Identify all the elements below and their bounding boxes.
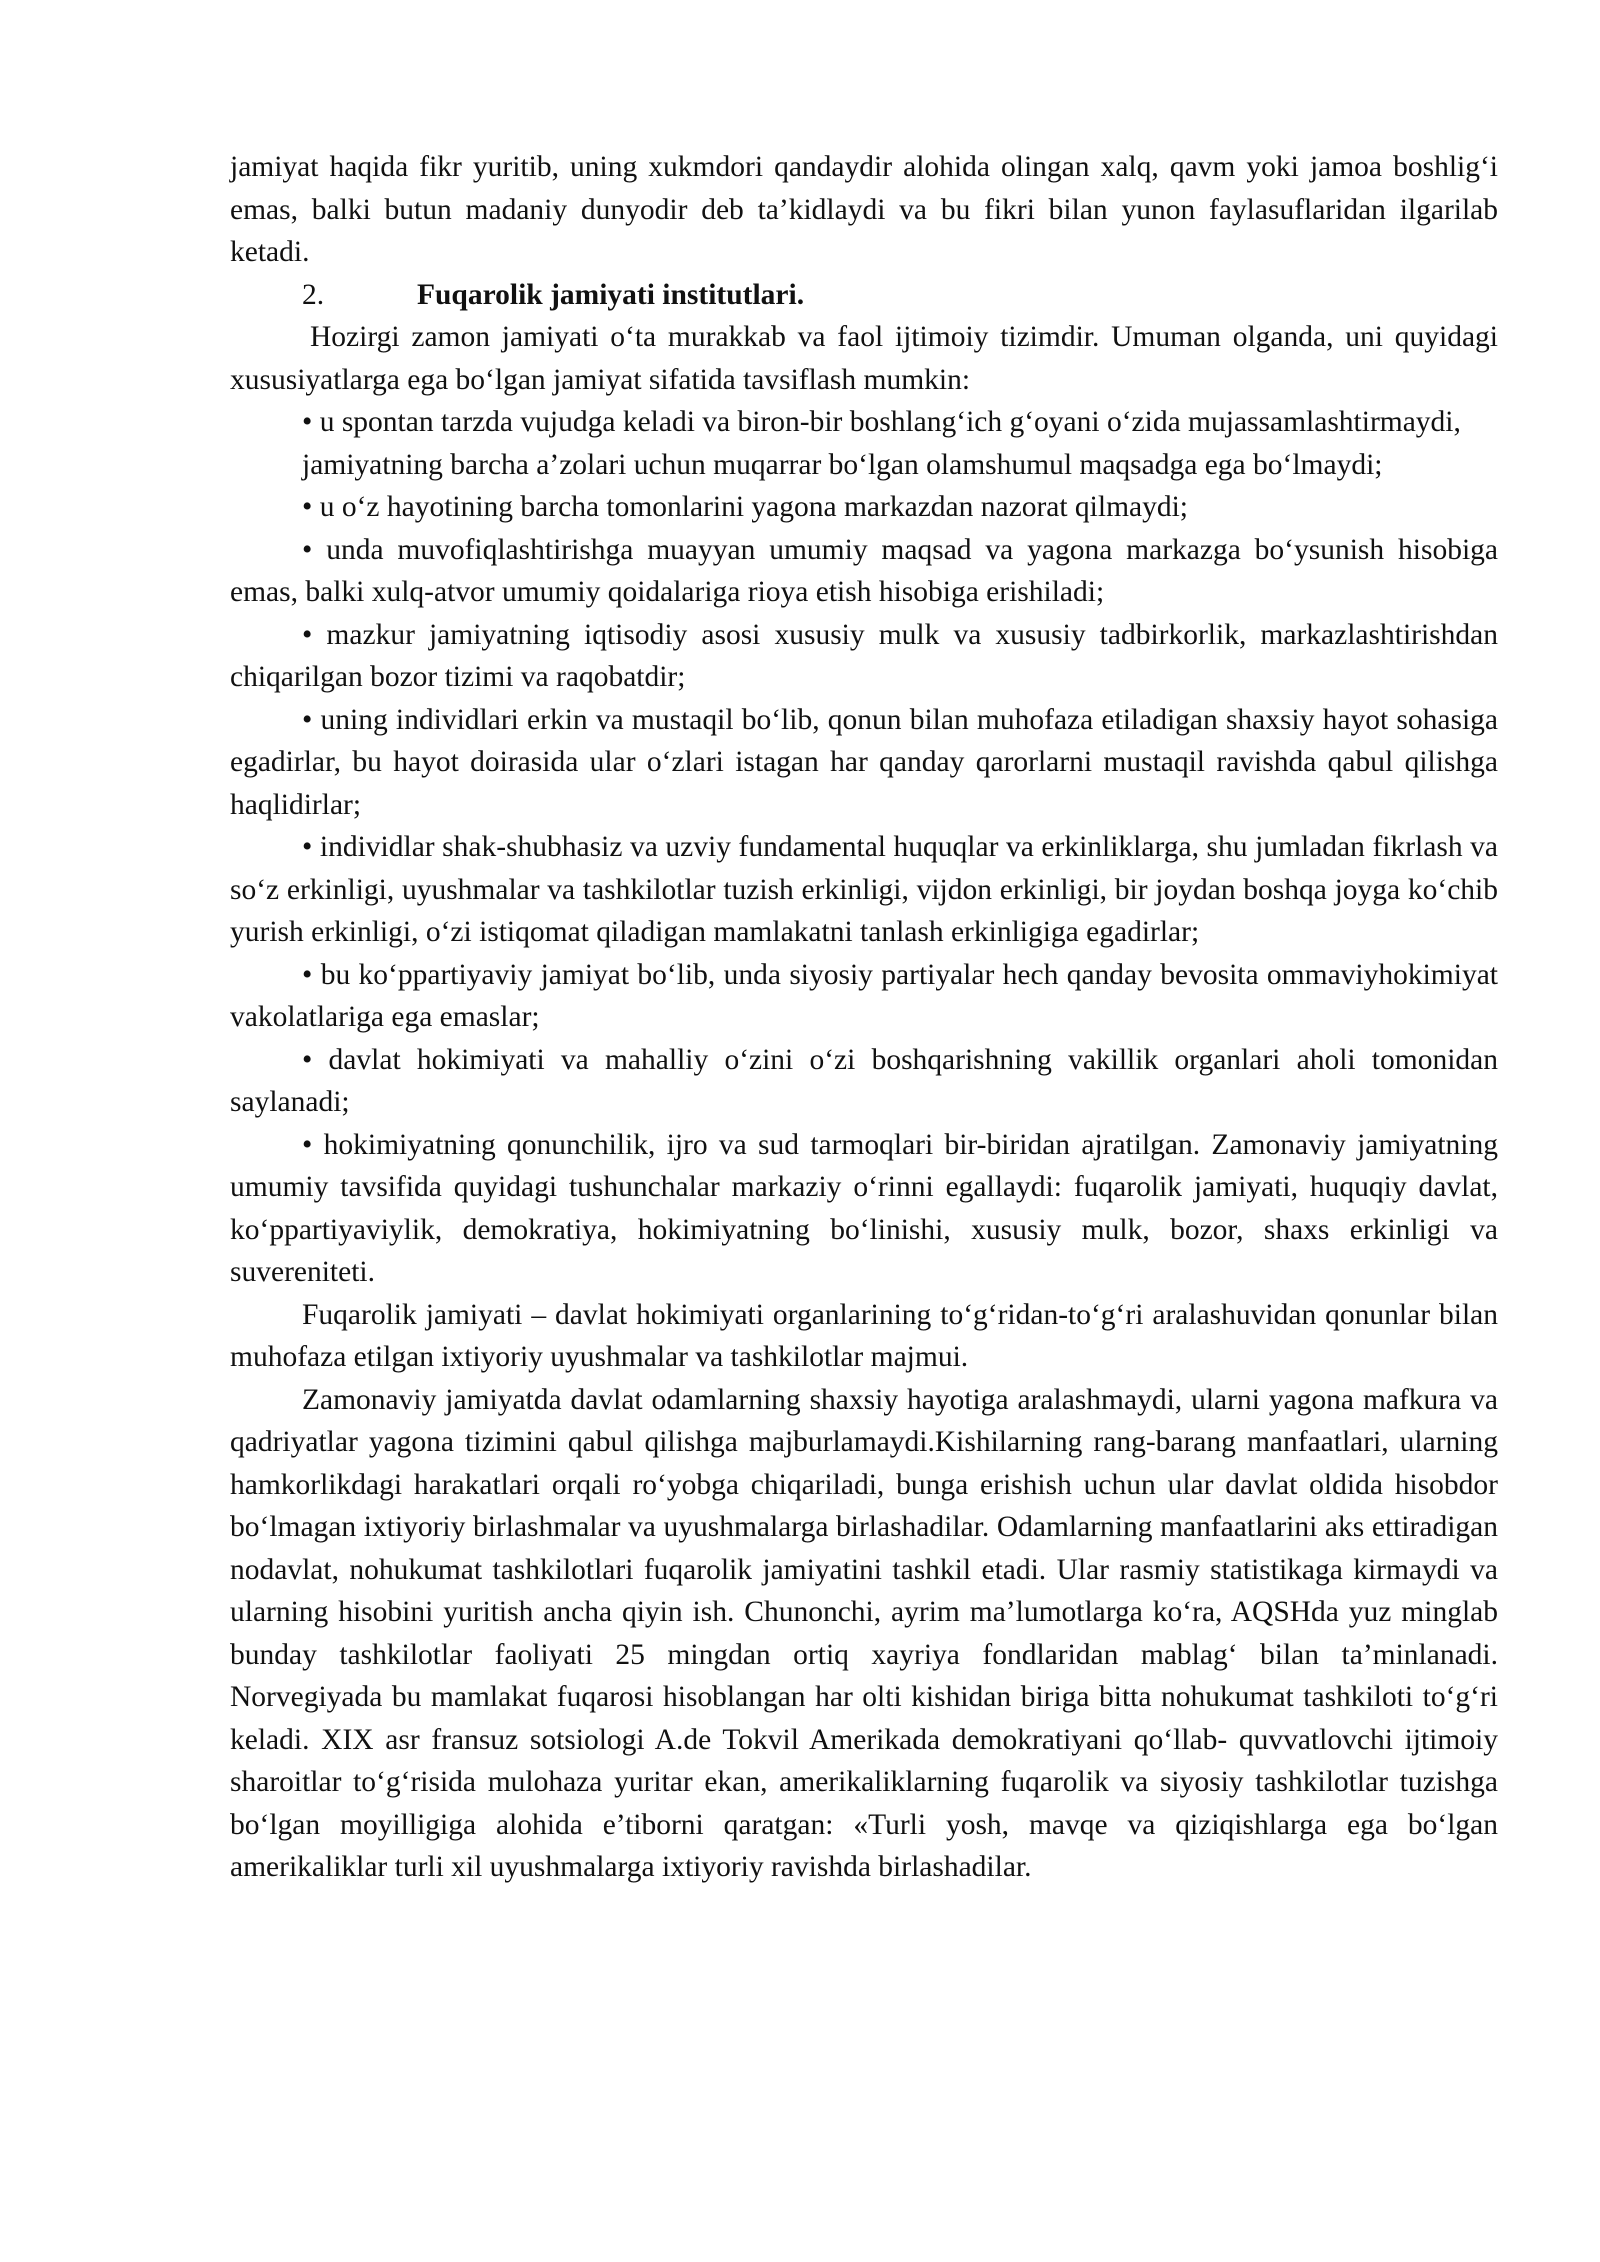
bullet-individual-freedom: • uning individlari erkin va mustaqil bo‘lib, qonun bilan muhofaza etiladigan shaxsiy hayot sohasiga egadirlar, bu hayot doirasida ular o‘zlari istagan har qanday qarorlarni mustaqil ravishda qabul qilishga haqlidirlar; [230,703,1498,821]
document-page [230,146,1498,1889]
bullet-multiparty: • bu ko‘ppartiyaviy jamiyat bo‘lib, unda siyosiy partiyalar hech qanday bevosita ommaviyhokimiyat vakolatlariga ega emaslar; [230,958,1498,1033]
section-heading [230,274,1498,317]
bullet-economic-basis: • mazkur jamiyatning iqtisodiy asosi xususiy mulk va xususiy tadbirkorlik, markazlashtirishdan chiqarilgan bozor tizimi va raqobatdir; [230,618,1498,693]
bullet-no-central-control: • u o‘z hayotining barcha tomonlarini yagona markazdan nazorat qilmaydi; [302,491,1189,523]
bullet-fundamental-rights: • individlar shak-shubhasiz va uzviy fundamental huquqlar va erkinliklarga, shu jumladan fikrlash va so‘z erkinligi, uyushmalar va tashkilotlar tuzish erkinligi, vijdon erkinligi, bir joydan boshqa joyga ko‘chib yurish erkinligi, o‘zi istiqomat qiladigan mamlakatni tanlash erkinligiga egadirlar; [230,831,1498,948]
paragraph-modern-society: Hozirgi zamon jamiyati o‘ta murakkab va faol ijtimoiy tizimdir. Umuman olganda, uni quyidagi xususiyatlarga ega bo‘lgan jamiyat sifatida tavsiflash mumkin: [230,321,1498,396]
bullet-separation-of-powers: • hokimiyatning qonunchilik, ijro va sud tarmoqlari bir-biridan ajratilgan. Zamonaviy jamiyatning umumiy tavsifida quyidagi tushunchalar markaziy o‘rinni egallaydi: fuqarolik jamiyati, huquqiy davlat, ko‘ppartiyaviylik, demokratiya, hokimiyatning bo‘linishi, xususiy mulk, bozor, shaxs erkinligi va suvereniteti. [230,1128,1498,1288]
section-title: Fuqarolik jamiyati institutlari. [417,278,805,311]
section-number: 2. [302,278,325,311]
bullet-no-common-goal: jamiyatning barcha a’zolari uchun muqarrar bo‘lgan olamshumul maqsadga ega bo‘lmaydi; [302,448,1383,481]
bullet-elected-bodies: • davlat hokimiyati va mahalliy o‘zini o‘zi boshqarishning vakillik organlari aholi tomonidan saylanadi; [230,1043,1498,1118]
paragraph-civil-society-definition: Fuqarolik jamiyati – davlat hokimiyati organlarining to‘g‘ridan-to‘g‘ri aralashuvidan qonunlar bilan muhofaza etilgan ixtiyoriy uyushmalar va tashkilotlar majmui. [230,1298,1498,1373]
bullet-spontaneous: • u spontan tarzda vujudga keladi va biron-bir boshlang‘ich g‘oyani o‘zida mujassamlashtirmaydi, [302,406,1461,438]
paragraph-intro: jamiyat haqida fikr yuritib, uning xukmdori qandaydir alohida olingan xalq, qavm yoki jamoa boshlig‘i emas, balki butun madaniy dunyodir deb ta’kidlaydi va bu fikri bilan yunon faylasuflaridan ilgarilab ketadi. [230,151,1498,268]
bullet-coordination: • unda muvofiqlashtirishga muayyan umumiy maqsad va yagona markazga bo‘ysunish hisobiga emas, balki xulq-atvor umumiy qoidalariga rioya etish hisobiga erishiladi; [230,533,1498,608]
paragraph-modern-state: Zamonaviy jamiyatda davlat odamlarning shaxsiy hayotiga aralashmaydi, ularni yagona mafkura va qadriyatlar yagona tizimini qabul qilishga majburlamaydi.Kishilarning rang-barang manfaatlari, ularning hamkorlikdagi harakatlari orqali ro‘yobga chiqariladi, bunga erishish uchun ular davlat oldida hisobdor bo‘lmagan ixtiyoriy birlashmalar va uyushmalarga birlashadilar. Odamlarning manfaatlarini aks ettiradigan nodavlat, nohukumat tashkilotlari fuqarolik jamiyatini tashkil etadi. Ular rasmiy statistikaga kirmaydi va ularning hisobini yuritish ancha qiyin ish. Chunonchi, ayrim ma’lumotlarga ko‘ra, AQSHda yuz minglab bunday tashkilotlar faoliyati 25 mingdan ortiq xayriya fondlaridan mablag‘ bilan ta’minlanadi. Norvegiyada bu mamlakat fuqarosi hisoblangan har olti kishidan biriga bitta nohukumat tashkiloti to‘g‘ri keladi. XIX asr fransuz sotsiologi A.de Tokvil Amerikada demokratiyani qo‘llab- quvvatlovchi ijtimoiy sharoitlar to‘g‘risida mulohaza yuritar ekan, amerikaliklarning fuqarolik va siyosiy tashkilotlar tuzishga bo‘lgan moyilligiga alohida e’tiborni qaratgan: «Turli yosh, mavqe va qiziqishlarga ega bo‘lgan amerikaliklar turli xil uyushmalarga ixtiyoriy ravishda birlashadilar. [230,1383,1498,1883]
